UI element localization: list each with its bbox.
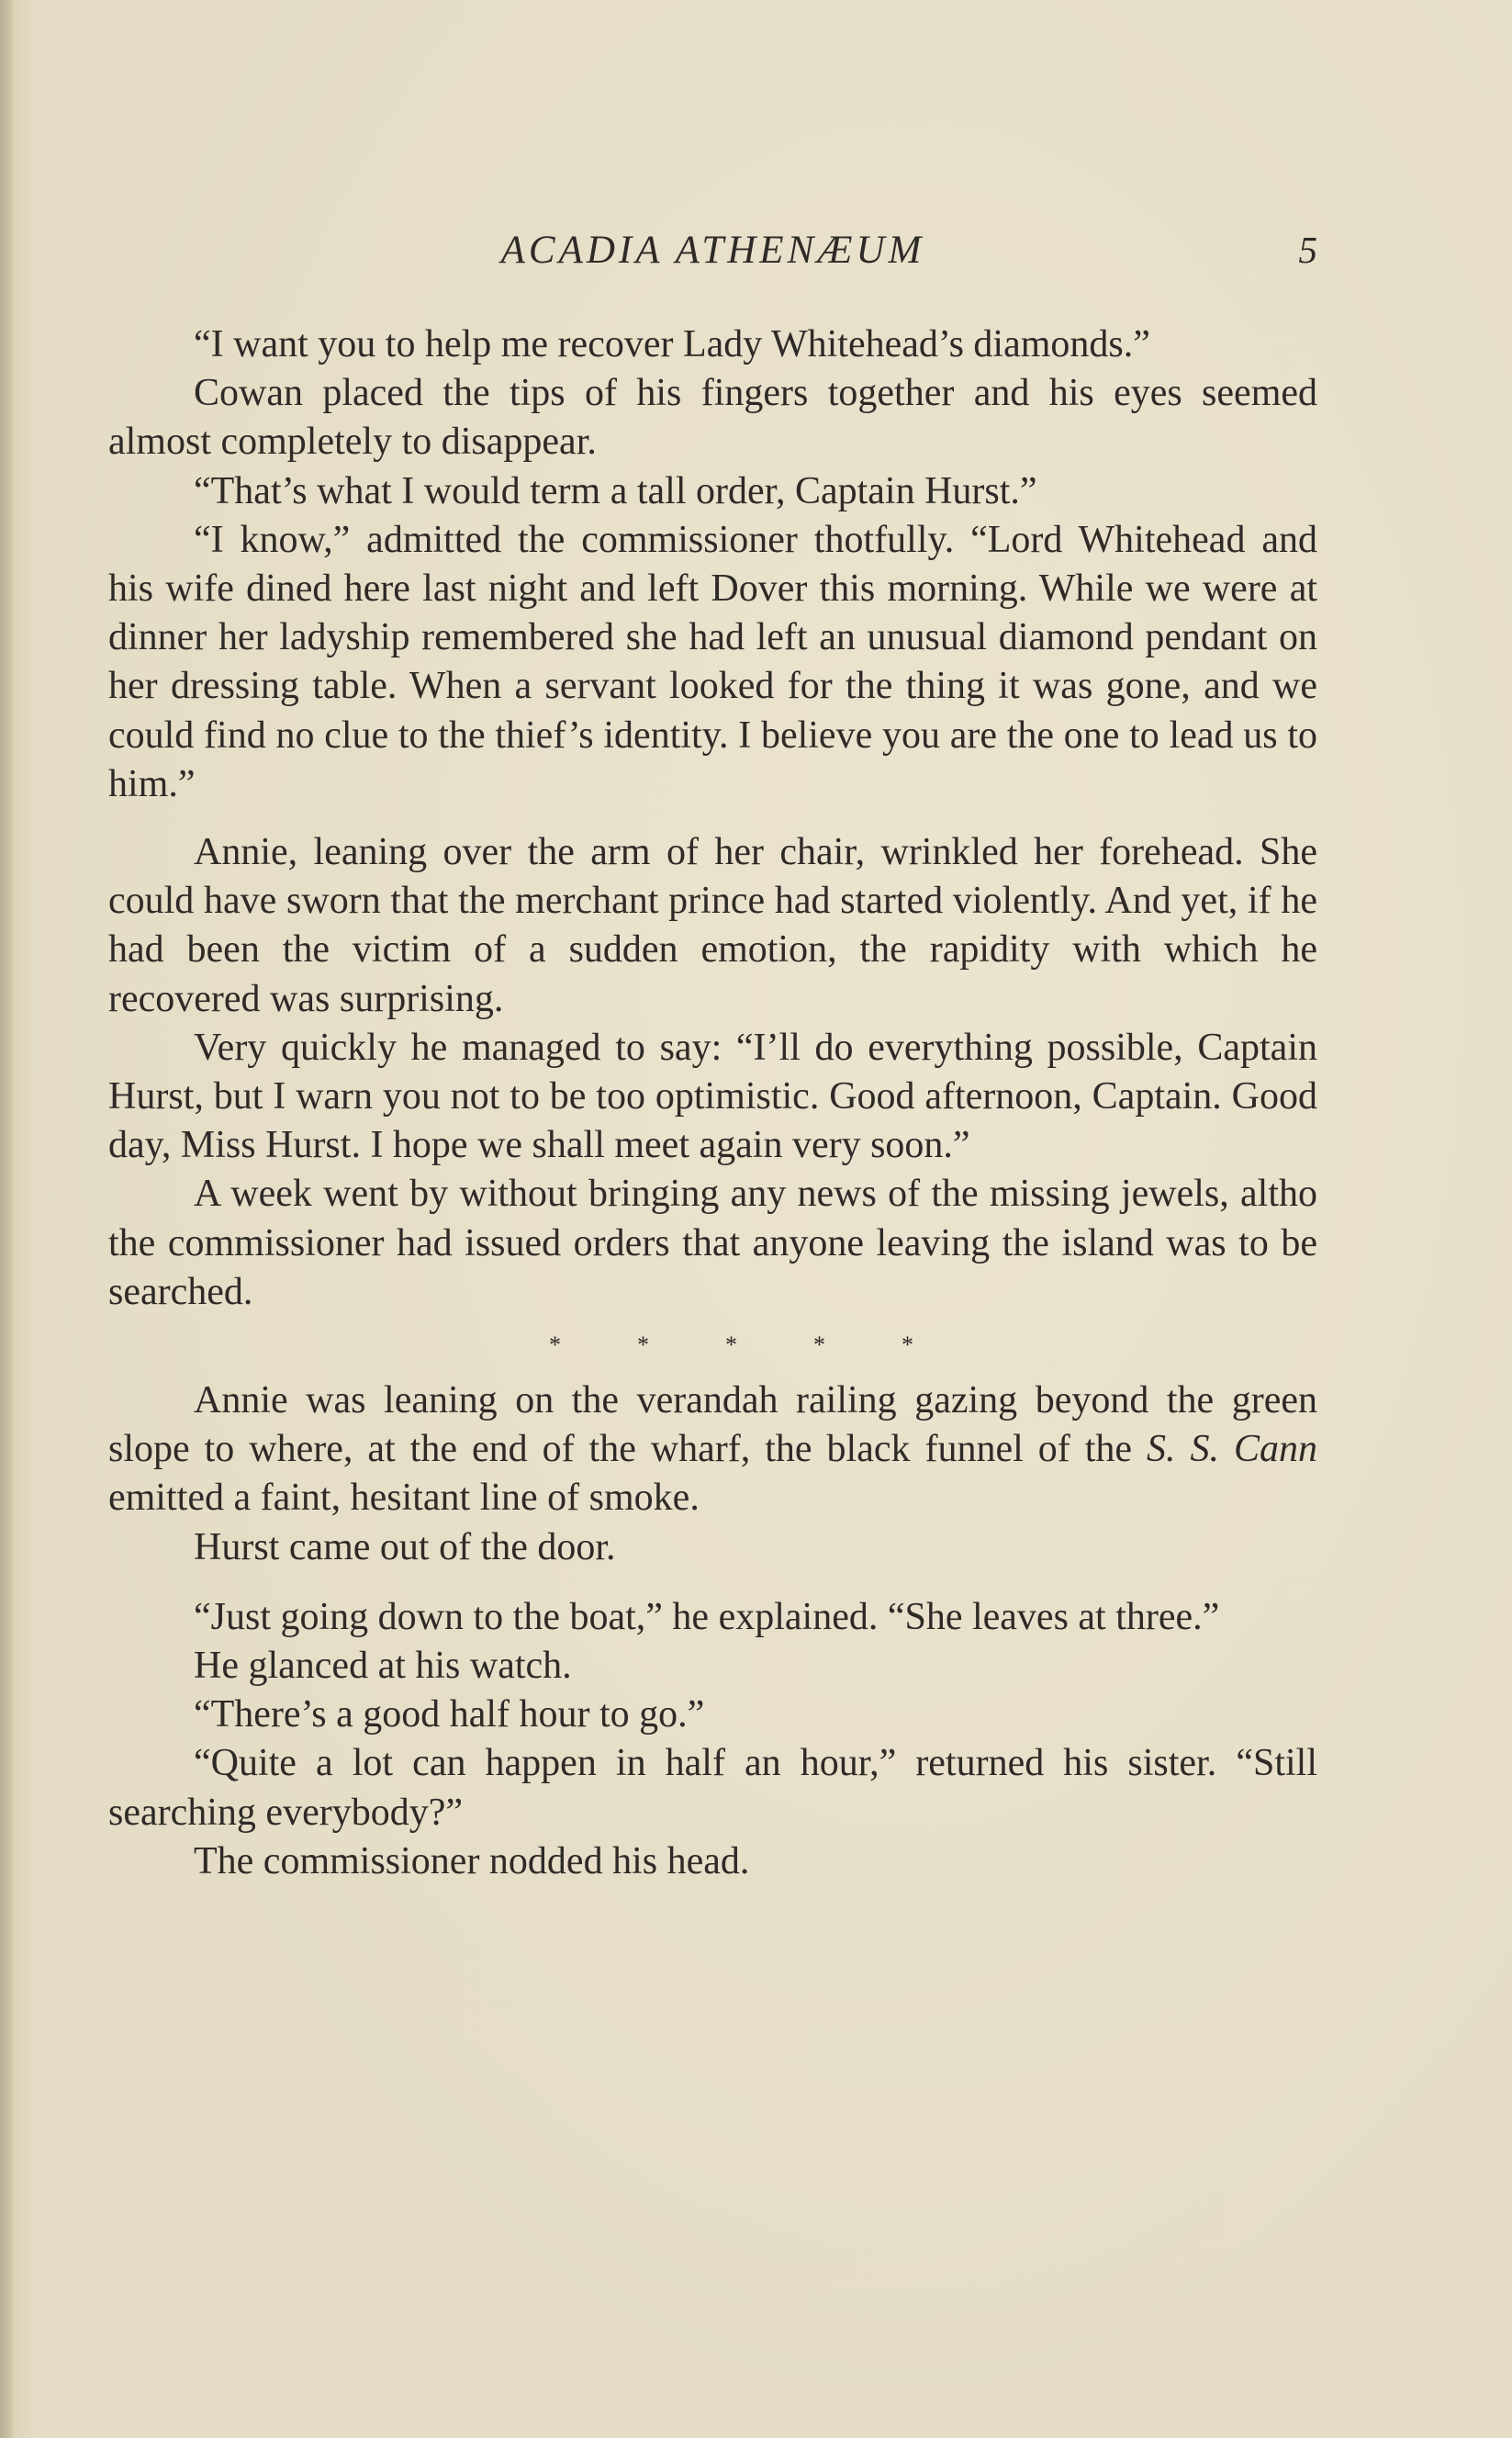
paragraph: “There’s a good half hour to go.” <box>194 1693 705 1736</box>
section-break-asterisk: * <box>902 1331 913 1359</box>
paragraph: Hurst came out of the door. <box>194 1525 616 1568</box>
paragraph: Cowan placed the tips of his fingers together and his eyes seemed almost completely to disappear. <box>108 372 1317 464</box>
running-head <box>108 228 1317 283</box>
paragraph: Very quickly he managed to say: “I’ll do everything possible, Captain Hurst, but I warn you not to be too optimistic. Good afternoon, Captain. Good day, Miss Hurst. I hope we shall meet again very soon.” <box>108 1026 1317 1167</box>
paragraph-text: emitted a faint, hesitant line of smoke. <box>108 1477 700 1520</box>
page-number: 5 <box>1298 229 1317 271</box>
paragraph: “That’s what I would term a tall order, Captain Hurst.” <box>194 469 1037 512</box>
paragraph: A week went by without bringing any news of the missing jewels, altho the commissioner had issued orders that anyone leaving the island was to be searched. <box>108 1173 1317 1313</box>
paragraph: The commissioner nodded his head. <box>194 1839 750 1882</box>
paragraph: “Just going down to the boat,” he explained. “She leaves at three.” <box>194 1595 1220 1638</box>
page-spine-shadow <box>0 0 13 2438</box>
section-break-asterisk: * <box>813 1331 825 1359</box>
paragraph: Annie, leaning over the arm of her chair, wrinkled her forehead. She could have sworn that the merchant prince had started violently. And yet, if he had been the victim of a sudden emotion, the rapidity with which he recovered was surprising. <box>108 831 1317 1020</box>
paragraph: “I know,” admitted the commissioner thotfully. “Lord Whitehead and his wife dined here last night and left Dover this morning. While we were at dinner her ladyship remembered she had left an unusual diamond pendant on her dressing table. When a servant looked for the thing it was gone, and we could find no clue to the thief’s identity. I believe you are the one to lead us to him.” <box>108 518 1317 805</box>
section-break-asterisk: * <box>549 1331 561 1359</box>
paragraph: He glanced at his watch. <box>194 1645 572 1688</box>
text-column <box>108 320 1317 1886</box>
paragraph: “I want you to help me recover Lady Whitehead’s diamonds.” <box>194 323 1150 365</box>
ship-name: S. S. Cann <box>1147 1428 1317 1471</box>
section-break-asterisk: * <box>637 1331 649 1359</box>
paragraph <box>108 1376 1317 1523</box>
running-title: ACADIA ATHENÆUM <box>500 229 925 272</box>
section-break-asterisk: * <box>725 1331 737 1359</box>
paragraph-text: Annie was leaning on the verandah railing gazing beyond the green slope to where, at the end of the wharf, the black funnel of the <box>108 1379 1317 1471</box>
paragraph: “Quite a lot can happen in half an hour,” returned his sister. “Still searching everybody?” <box>108 1742 1317 1834</box>
section-break <box>108 1320 1317 1369</box>
